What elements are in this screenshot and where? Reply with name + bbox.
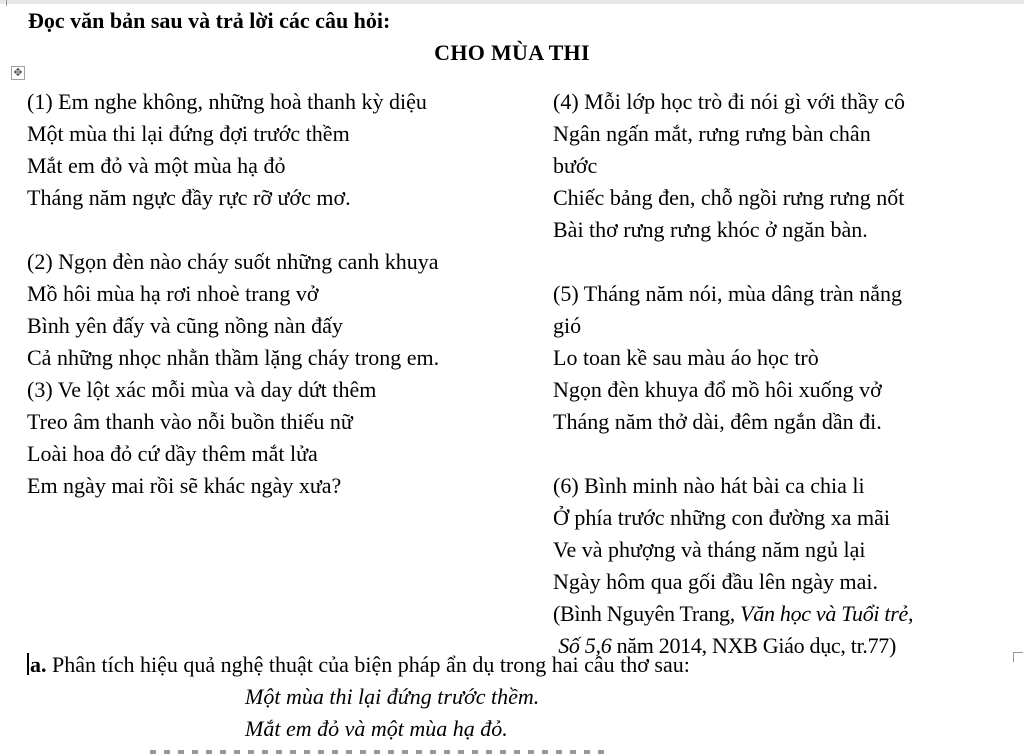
stanza-6-line-2: Ở phía trước những con đường xa mãi bbox=[553, 505, 891, 530]
stanza-3-line-1: (3) Ve lột xác mỗi mùa và day dứt thêm bbox=[27, 377, 377, 402]
question-text: Phân tích hiệu quả nghệ thuật của biện pháp ẩn dụ trong hai câu thơ sau: bbox=[46, 652, 690, 677]
stanza-3-line-3: Loài hoa đỏ cứ dầy thêm mắt lửa bbox=[27, 441, 318, 466]
stanza-2-line-3: Bình yên đấy và cũng nồng nàn đấy bbox=[27, 313, 343, 338]
top-bar bbox=[0, 0, 1024, 4]
question-label: a. bbox=[30, 652, 47, 677]
stanza-5-line-3: Lo toan kề sau màu áo học trò bbox=[553, 345, 819, 370]
stanza-5-line-5: Tháng năm thở dài, đêm ngắn dần đi. bbox=[553, 409, 882, 434]
attribution-line-1 bbox=[553, 598, 1019, 630]
move-handle-icon[interactable]: ✥ bbox=[11, 66, 25, 80]
stanza-6-line-3: Ve và phượng và tháng năm ngủ lại bbox=[553, 537, 866, 562]
attribution-publication: Văn học và Tuổi trẻ, bbox=[740, 601, 914, 626]
stanza-5-line-4: Ngọn đèn khuya đổ mồ hôi xuống vở bbox=[553, 377, 882, 402]
attribution-details: năm 2014, NXB Giáo dục, tr.77) bbox=[611, 633, 897, 658]
stanza-3-line-2: Treo âm thanh vào nỗi buồn thiếu nữ bbox=[27, 409, 353, 434]
stanza-2-line-2: Mồ hôi mùa hạ rơi nhoè trang vở bbox=[27, 281, 319, 306]
stanza-6-line-4: Ngày hôm qua gối đầu lên ngày mai. bbox=[553, 569, 879, 594]
poem-title: CHO MÙA THI bbox=[434, 40, 590, 65]
question-a[interactable] bbox=[27, 652, 690, 678]
stanza-4-line-1: (4) Mỗi lớp học trò đi nói gì với thầy cô bbox=[553, 89, 905, 114]
stanza-1-line-3: Mắt em đỏ và một mùa hạ đỏ bbox=[27, 153, 286, 178]
quoted-verse-2: Mắt em đỏ và một mùa hạ đỏ. bbox=[245, 716, 508, 741]
margin-corner-mark bbox=[6, 0, 21, 6]
cut-off-text-line bbox=[150, 750, 610, 754]
stanza-5-line-2: gió bbox=[553, 313, 582, 338]
stanza-1-line-2: Một mùa thi lại đứng đợi trước thềm bbox=[27, 121, 350, 146]
stanza-6-line-1: (6) Bình minh nào hát bài ca chia li bbox=[553, 473, 865, 498]
attribution-issue: Số 5,6 bbox=[558, 633, 612, 658]
stanza-4-line-2: Ngân ngấn mắt, rưng rưng bàn chân bbox=[553, 121, 871, 146]
poem-left-column bbox=[27, 86, 547, 502]
stanza-2-line-4: Cả những nhọc nhằn thầm lặng cháy trong em. bbox=[27, 345, 440, 370]
quoted-verse-1: Một mùa thi lại đứng trước thềm. bbox=[245, 684, 540, 709]
instruction-heading: Đọc văn bản sau và trả lời các câu hỏi: bbox=[28, 8, 391, 33]
stanza-2-line-1: (2) Ngọn đèn nào cháy suốt những canh khuya bbox=[27, 249, 439, 274]
margin-end-mark bbox=[1013, 652, 1023, 662]
stanza-4-line-5: Bài thơ rưng rưng khóc ở ngăn bàn. bbox=[553, 217, 868, 242]
stanza-3-line-4: Em ngày mai rồi sẽ khác ngày xưa? bbox=[27, 473, 342, 498]
stanza-1-line-4: Tháng năm ngực đầy rực rỡ ước mơ. bbox=[27, 185, 351, 210]
stanza-1-line-1: (1) Em nghe không, những hoà thanh kỳ diệu bbox=[27, 89, 427, 114]
stanza-4-line-3: bước bbox=[553, 153, 598, 178]
stanza-5-line-1: (5) Tháng năm nói, mùa dâng tràn nắng bbox=[553, 281, 903, 306]
attribution-author: (Bình Nguyên Trang, bbox=[553, 601, 741, 626]
poem-right-column bbox=[553, 86, 1019, 662]
text-cursor bbox=[27, 653, 29, 675]
stanza-4-line-4: Chiếc bảng đen, chỗ ngồi rưng rưng nốt bbox=[553, 185, 905, 210]
